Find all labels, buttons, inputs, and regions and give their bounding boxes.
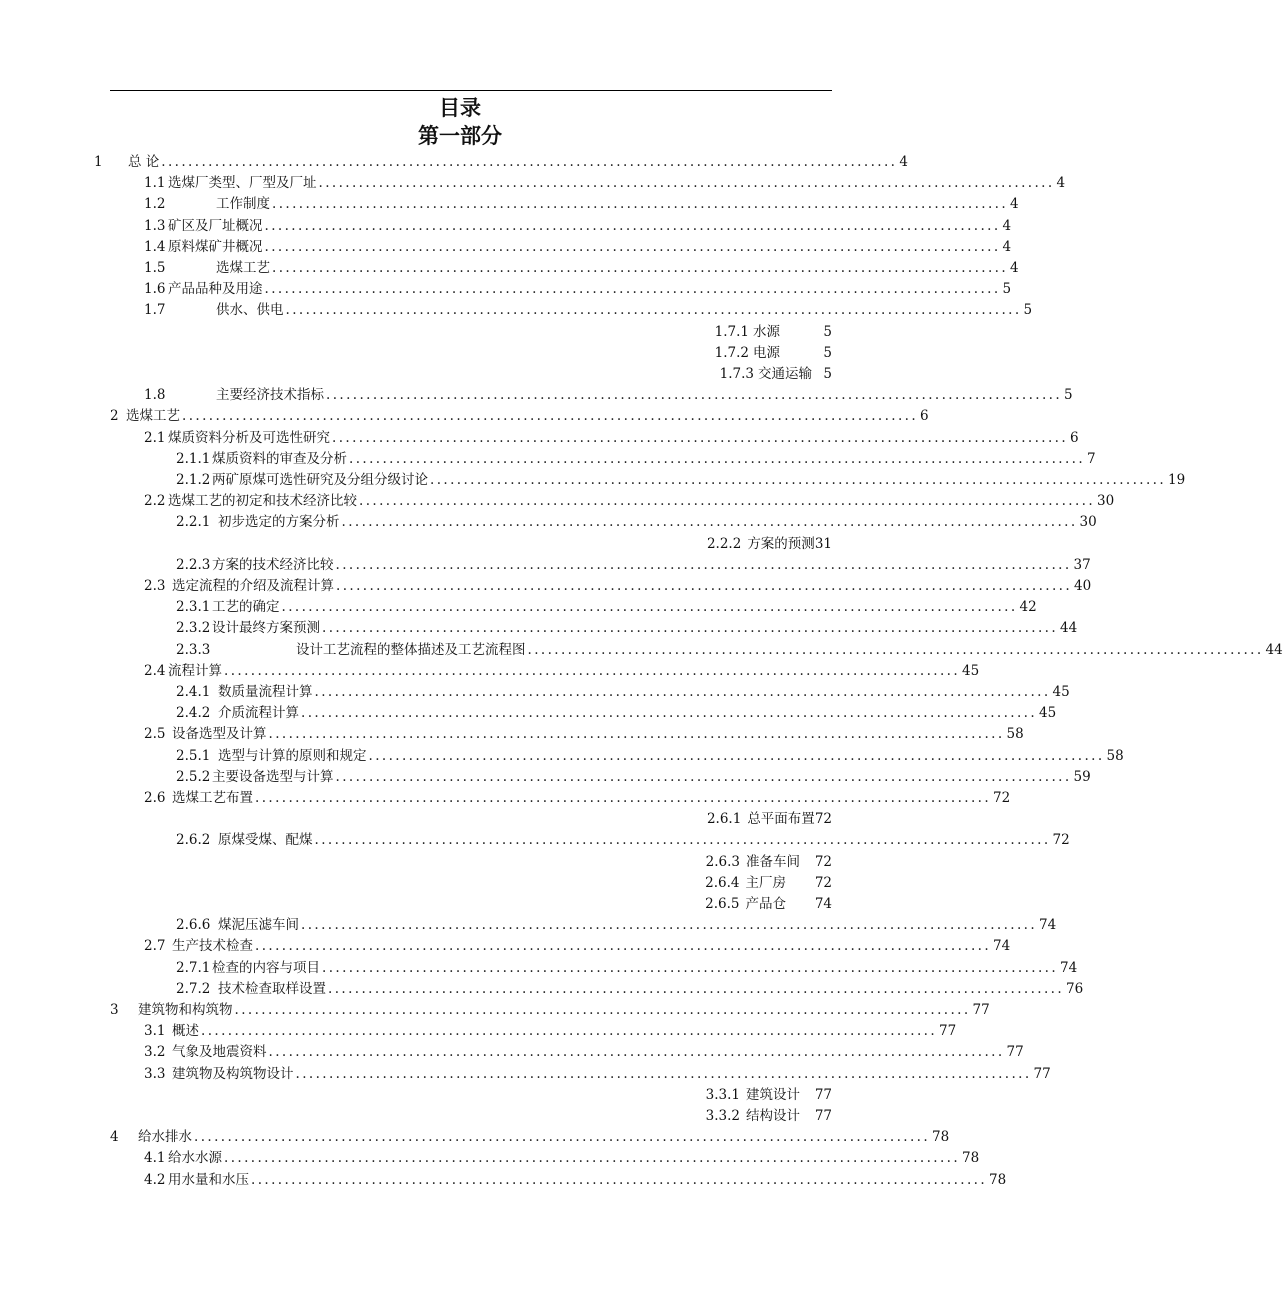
toc-leader-dots: .............................................................................................................. (332, 429, 1069, 446)
toc-entry[interactable] (176, 915, 1057, 936)
toc-entry-page: 72 (814, 811, 832, 828)
toc-entry-page: 5 (1064, 387, 1073, 404)
toc-entry-page: 4 (1010, 260, 1019, 276)
toc-leader-dots: .............................................................................................................. (285, 302, 1022, 319)
toc-leader-dots: .............................................................................................................. (359, 493, 1096, 510)
toc-leader-dots: .............................................................................................................. (264, 217, 1001, 234)
toc-entry-number: 2.1.2 (176, 472, 211, 488)
toc-entry-number: 1 (94, 154, 103, 170)
toc-entry-number: 3.3.2 (705, 1108, 740, 1124)
toc-entry[interactable] (176, 470, 1186, 491)
toc-entry[interactable] (600, 809, 832, 830)
toc-entry-label: 方案的预测 (747, 535, 815, 552)
toc-entry-label: 工作制度 (216, 196, 270, 213)
toc-leader-dots: .............................................................................................................. (341, 514, 1078, 531)
toc-entry-label: 选煤工艺 (216, 260, 270, 276)
toc-entry-page: 4 (899, 154, 908, 170)
toc-entry[interactable] (144, 258, 1019, 279)
toc-entry-number: 3.2 (144, 1044, 166, 1061)
toc-entry[interactable] (144, 1042, 1024, 1063)
toc-leader-dots: .............................................................................................................. (272, 260, 1009, 276)
toc-entry[interactable] (144, 661, 980, 682)
toc-entry-page: 77 (1033, 1065, 1051, 1082)
toc-entry-label: 建筑设计 (746, 1086, 800, 1103)
toc-entry-page: 4 (1002, 238, 1012, 255)
toc-entry-number: 1.8 (144, 387, 166, 404)
toc-entry-number: 2.5.1 (176, 747, 211, 764)
toc-entry[interactable] (600, 534, 832, 555)
toc-leader-dots: .............................................................................................................. (322, 959, 1059, 976)
toc-entry-page: 77 (814, 1108, 832, 1124)
toc-entry-number: 2.2.3 (176, 556, 211, 573)
toc-entry-label: 用水量和水压 (168, 1171, 249, 1188)
toc-entry[interactable] (110, 1127, 950, 1148)
toc-entry[interactable] (144, 724, 1024, 745)
page-subtitle: 第一部分 (418, 123, 502, 148)
toc-entry-label: 选型与计算的原则和规定 (218, 747, 367, 764)
toc-entry-label: 建筑物和构筑物 (138, 1002, 233, 1018)
toc-entry[interactable] (176, 830, 1070, 851)
toc-entry-number: 1.7 (144, 302, 166, 319)
toc-entry[interactable] (600, 873, 832, 894)
toc-leader-dots: .............................................................................................................. (255, 938, 992, 955)
toc-entry-number: 2.6.6 (176, 917, 211, 934)
toc-entry-page: 58 (1006, 726, 1024, 743)
toc-entry-page: 5 (823, 323, 832, 340)
toc-entry-number: 1.7.2 (714, 344, 749, 361)
toc-entry-number: 1.7.3 (719, 366, 754, 382)
toc-entry-page: 5 (1023, 302, 1033, 319)
toc-entry-number: 2.4.1 (176, 684, 211, 700)
toc-entry-number: 2.6.4 (705, 874, 740, 891)
toc-entry-label: 选煤工艺布置 (172, 790, 253, 806)
toc-entry-number: 1.3 (144, 217, 166, 234)
toc-entry[interactable] (176, 597, 1037, 618)
toc-entry-page: 72 (993, 790, 1011, 806)
toc-leader-dots: .............................................................................................................. (281, 599, 1018, 616)
toc-entry[interactable] (144, 194, 1019, 215)
toc-entry-label: 结构设计 (746, 1108, 800, 1124)
toc-entry-label: 技术检查取样设置 (218, 980, 326, 997)
toc-entry-label: 总平面布置 (747, 811, 815, 828)
toc-leader-dots: .............................................................................................................. (295, 1065, 1032, 1082)
toc-entry-page: 45 (1052, 684, 1070, 700)
toc-entry[interactable] (144, 1170, 1007, 1191)
toc-entry-page: 74 (993, 938, 1011, 955)
toc-entry-label: 产品品种及用途 (168, 281, 263, 298)
header-rule (110, 90, 832, 91)
toc-leader-dots: .............................................................................................................. (527, 641, 1264, 658)
toc-entry-page: 31 (814, 535, 832, 552)
toc-entry[interactable] (176, 555, 1091, 576)
toc-entry-label: 矿区及厂址概况 (168, 217, 263, 234)
toc-entry-label: 介质流程计算 (218, 705, 299, 722)
toc-entry-page: 5 (1002, 281, 1012, 298)
toc-leader-dots: .............................................................................................................. (314, 684, 1051, 700)
toc-entry-page: 78 (962, 1150, 980, 1167)
toc-entry[interactable] (144, 936, 1011, 957)
toc-entry-label: 概述 (172, 1023, 199, 1040)
toc-entry-label: 原煤受煤、配煤 (218, 832, 313, 849)
toc-entry-label: 选煤工艺 (126, 408, 180, 425)
toc-entry-number: 1.2 (144, 196, 166, 213)
toc-entry-number: 1.4 (144, 238, 166, 255)
toc-entry-label: 煤质资料分析及可选性研究 (168, 429, 330, 446)
toc-entry-number: 2.3.1 (176, 599, 211, 616)
toc-entry[interactable] (144, 1064, 1051, 1085)
toc-entry-number: 2.6.3 (705, 853, 740, 870)
toc-entry-page: 4 (1056, 175, 1066, 192)
toc-entry[interactable] (176, 979, 1084, 1000)
toc-entry-number: 2.3.2 (176, 620, 211, 637)
toc-leader-dots: .............................................................................................................. (318, 175, 1055, 192)
toc-entry-label: 煤泥压滤车间 (218, 917, 299, 934)
toc-entry[interactable] (110, 406, 929, 427)
toc-entry-label: 检查的内容与项目 (212, 959, 320, 976)
toc-entry-label: 设计最终方案预测 (212, 620, 320, 637)
toc-entry-page: 5 (823, 344, 832, 361)
toc-entry[interactable] (144, 428, 1079, 449)
toc-entry-number: 2.6 (144, 790, 166, 806)
toc-entry[interactable] (144, 1148, 980, 1169)
toc-entry-label: 流程计算 (168, 662, 222, 679)
toc-entry-page: 77 (972, 1002, 990, 1018)
toc-leader-dots: .............................................................................................................. (182, 408, 919, 425)
toc-entry[interactable] (144, 279, 1012, 300)
toc-entry-label: 工艺的确定 (212, 599, 280, 616)
toc-entry-label: 选煤厂类型、厂型及厂址 (168, 175, 317, 192)
toc-entry-page: 37 (1073, 556, 1091, 573)
toc-entry-label: 水源 (753, 323, 780, 340)
toc-leader-dots: .............................................................................................................. (251, 1171, 988, 1188)
toc-entry-page: 30 (1097, 493, 1115, 510)
toc-entry-page: 78 (989, 1171, 1007, 1188)
toc-entry-label: 设备选型及计算 (172, 726, 267, 743)
toc-entry-page: 7 (1087, 450, 1096, 467)
toc-entry-page: 77 (814, 1086, 832, 1103)
toc-entry-page: 72 (1052, 832, 1070, 849)
toc-entry[interactable] (144, 1021, 957, 1042)
toc-entry-number: 1.7.1 (714, 323, 749, 340)
toc-entry-label: 给水排水 (138, 1129, 192, 1146)
toc-entry-page: 78 (932, 1129, 950, 1146)
toc-entry-page: 72 (814, 874, 832, 891)
toc-entry-number: 4.2 (144, 1171, 166, 1188)
toc-entry-number: 2.6.5 (705, 896, 740, 912)
toc-entry-label: 气象及地震资料 (172, 1044, 267, 1061)
toc-entry-label: 主要经济技术指标 (216, 387, 324, 404)
toc-entry-number: 2.4.2 (176, 705, 211, 722)
toc-entry-label: 选煤工艺的初定和技术经济比较 (168, 493, 357, 510)
toc-entry-page: 6 (1070, 429, 1079, 446)
toc-entry[interactable] (94, 152, 908, 173)
toc-entry-label: 建筑物及构筑物设计 (172, 1065, 294, 1082)
toc-leader-dots: .............................................................................................................. (264, 238, 1001, 255)
toc-entry[interactable] (176, 703, 1057, 724)
toc-entry[interactable] (600, 894, 832, 915)
toc-leader-dots: .............................................................................................................. (336, 578, 1073, 594)
toc-entry-page: 58 (1106, 747, 1124, 764)
toc-entry-label: 电源 (753, 344, 780, 361)
toc-entry[interactable] (176, 640, 1283, 661)
toc-leader-dots: .............................................................................................................. (301, 705, 1038, 722)
toc-entry[interactable] (600, 1106, 832, 1127)
toc-leader-dots: .............................................................................................................. (264, 281, 1001, 298)
toc-entry-number: 2.3 (144, 578, 166, 594)
toc-entry-label: 交通运输 (758, 366, 812, 382)
toc-entry[interactable] (144, 788, 1011, 809)
toc-entry[interactable] (144, 216, 1012, 237)
toc-entry-number: 2.4 (144, 662, 166, 679)
toc-entry[interactable] (600, 364, 832, 385)
toc-entry[interactable] (144, 300, 1033, 321)
toc-leader-dots: .............................................................................................................. (194, 1129, 931, 1146)
toc-entry-number: 2.2.1 (176, 514, 211, 531)
toc-entry-number: 2.5.2 (176, 768, 211, 785)
toc-entry-label: 总 论 (128, 154, 160, 170)
toc-entry-label: 准备车间 (746, 853, 800, 870)
toc-entry-label: 主要设备选型与计算 (212, 768, 334, 785)
toc-entry-label: 设计工艺流程的整体描述及工艺流程图 (296, 641, 526, 658)
toc-leader-dots: .............................................................................................................. (314, 832, 1051, 849)
toc-entry-label: 煤质资料的审查及分析 (212, 450, 347, 467)
toc-entry-page: 45 (962, 662, 980, 679)
toc-entry-page: 77 (1006, 1044, 1024, 1061)
toc-entry-number: 2.6.2 (176, 832, 211, 849)
toc-leader-dots: .............................................................................................................. (268, 1044, 1005, 1061)
toc-entry[interactable] (176, 767, 1091, 788)
toc-entry-number: 2.7 (144, 938, 166, 955)
toc-leader-dots: .............................................................................................................. (328, 980, 1065, 997)
toc-entry-label: 两矿原煤可选性研究及分组分级讨论 (212, 472, 428, 488)
toc-entry-page: 4 (1010, 196, 1019, 213)
toc-leader-dots: .............................................................................................................. (224, 1150, 961, 1167)
toc-leader-dots: .............................................................................................................. (201, 1023, 938, 1040)
toc-entry[interactable] (176, 958, 1078, 979)
toc-entry[interactable] (176, 618, 1078, 639)
toc-leader-dots: .............................................................................................................. (301, 917, 1038, 934)
toc-entry-page: 44 (1060, 620, 1078, 637)
toc-entry[interactable] (600, 1085, 832, 1106)
toc-entry-page: 30 (1079, 514, 1097, 531)
toc-entry-page: 72 (814, 853, 832, 870)
toc-entry-page: 59 (1073, 768, 1091, 785)
toc-leader-dots: .............................................................................................................. (326, 387, 1063, 404)
toc-leader-dots: .............................................................................................................. (368, 747, 1105, 764)
toc-entry-page: 45 (1039, 705, 1057, 722)
toc-entry-page: 76 (1066, 980, 1084, 997)
toc-entry-number: 2.3.3 (176, 641, 211, 658)
toc-leader-dots: .............................................................................................................. (430, 472, 1167, 488)
toc-entry-page: 44 (1265, 641, 1283, 658)
toc-leader-dots: .............................................................................................................. (161, 154, 898, 170)
toc-entry-page: 4 (1002, 217, 1012, 234)
toc-entry[interactable] (176, 512, 1097, 533)
toc-entry-label: 生产技术检查 (172, 938, 253, 955)
toc-entry-page: 19 (1168, 472, 1186, 488)
toc-entry[interactable] (144, 173, 1066, 194)
toc-entry-number: 2 (110, 408, 119, 425)
toc-entry-number: 2.7.1 (176, 959, 211, 976)
toc-entry-number: 2.1 (144, 429, 166, 446)
toc-entry[interactable] (144, 576, 1092, 597)
toc-entry[interactable] (144, 491, 1115, 512)
toc-entry-number: 3.1 (144, 1023, 166, 1040)
toc-entry[interactable] (110, 1000, 990, 1021)
toc-entry-page: 77 (939, 1023, 957, 1040)
toc-entry-number: 4.1 (144, 1150, 166, 1167)
toc-entry-number: 1.5 (144, 260, 166, 276)
toc-entry-number: 2.7.2 (176, 980, 211, 997)
toc-entry-number: 1.1 (144, 175, 166, 192)
toc-entry-number: 2.6.1 (706, 811, 742, 828)
toc-leader-dots: .............................................................................................................. (335, 768, 1072, 785)
toc-entry-page: 42 (1019, 599, 1037, 616)
toc-entry-label: 初步选定的方案分析 (218, 514, 340, 531)
toc-entry-label: 供水、供电 (216, 302, 284, 319)
toc-entry-label: 给水水源 (168, 1150, 222, 1167)
toc-entry-number: 3.3.1 (705, 1086, 740, 1103)
toc-entry[interactable] (600, 322, 832, 343)
toc-entry-number: 4 (110, 1129, 119, 1146)
toc-entry[interactable] (600, 852, 832, 873)
toc-entry-number: 3 (110, 1002, 119, 1018)
toc-leader-dots: .............................................................................................................. (335, 556, 1072, 573)
toc-entry-label: 原料煤矿井概况 (168, 238, 263, 255)
toc-entry-number: 2.2 (144, 493, 166, 510)
toc-entry-label: 产品仓 (745, 896, 786, 912)
toc-entry[interactable] (176, 449, 1096, 470)
toc-leader-dots: .............................................................................................................. (255, 790, 992, 806)
toc-entry-label: 方案的技术经济比较 (212, 556, 334, 573)
toc-entry-label: 数质量流程计算 (218, 684, 313, 700)
toc-entry-page: 74 (1060, 959, 1078, 976)
toc-entry-label: 主厂房 (745, 874, 786, 891)
toc-entry-number: 2.5 (144, 726, 166, 743)
toc-entry[interactable] (176, 746, 1124, 767)
toc-entry-page: 74 (814, 896, 832, 912)
toc-entry[interactable] (600, 343, 832, 364)
toc-entry-label: 选定流程的介绍及流程计算 (172, 578, 334, 594)
toc-leader-dots: .............................................................................................................. (322, 620, 1059, 637)
toc-leader-dots: .............................................................................................................. (268, 726, 1005, 743)
toc-leader-dots: .............................................................................................................. (224, 662, 961, 679)
toc-entry-number: 2.1.1 (176, 450, 211, 467)
toc-entry-page: 74 (1039, 917, 1057, 934)
toc-entry-number: 2.2.2 (706, 535, 742, 552)
toc-entry[interactable] (144, 237, 1012, 258)
toc-entry-number: 1.6 (144, 281, 166, 298)
toc-leader-dots: .............................................................................................................. (272, 196, 1009, 213)
toc-leader-dots: .............................................................................................................. (234, 1002, 971, 1018)
toc-leader-dots: .............................................................................................................. (349, 450, 1086, 467)
toc-entry-page: 6 (920, 408, 929, 425)
toc-entry-page: 5 (823, 366, 832, 382)
toc-entry[interactable] (144, 385, 1073, 406)
page-title: 目录 (439, 95, 481, 120)
toc-entry[interactable] (176, 682, 1070, 703)
toc-entry-page: 40 (1074, 578, 1092, 594)
toc-entry-number: 3.3 (144, 1065, 166, 1082)
